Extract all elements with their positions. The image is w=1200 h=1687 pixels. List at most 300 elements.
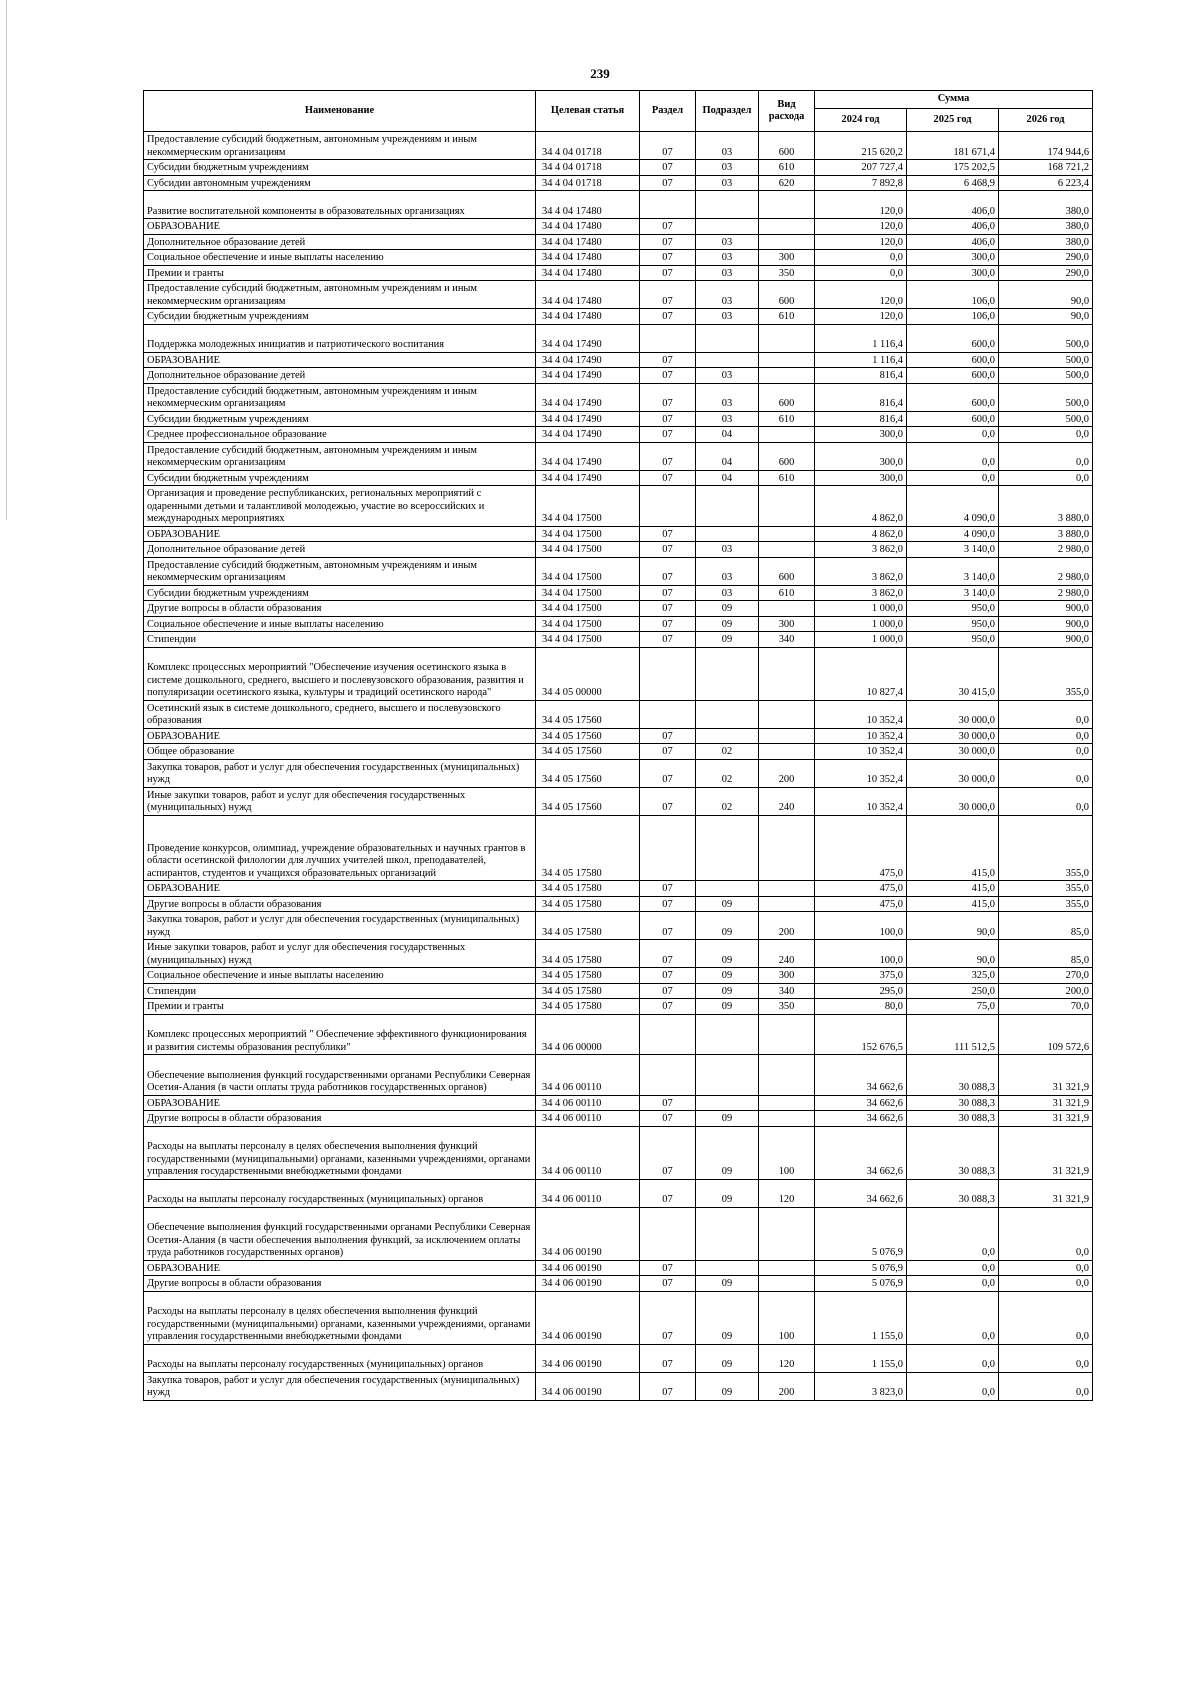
table-header xyxy=(144,91,1093,132)
row-section: 07 xyxy=(640,470,696,486)
row-name: Дополнительное образование детей xyxy=(144,368,536,384)
row-name: ОБРАЗОВАНИЕ xyxy=(144,352,536,368)
header-name: Наименование xyxy=(144,91,536,132)
row-expense-type: 600 xyxy=(759,383,815,411)
row-target-code: 34 4 04 17480 xyxy=(536,191,640,219)
row-name: Развитие воспитательной компоненты в образовательных организациях xyxy=(144,191,536,219)
row-subsection xyxy=(696,486,759,527)
row-section: 07 xyxy=(640,896,696,912)
row-subsection: 09 xyxy=(696,601,759,617)
table-row xyxy=(144,1055,1093,1096)
row-value-2026: 31 321,9 xyxy=(999,1126,1093,1179)
row-expense-type xyxy=(759,542,815,558)
row-subsection: 09 xyxy=(696,999,759,1015)
row-target-code: 34 4 05 17560 xyxy=(536,744,640,760)
table-row xyxy=(144,542,1093,558)
row-subsection: 09 xyxy=(696,1291,759,1344)
row-value-2025: 30 088,3 xyxy=(907,1095,999,1111)
row-value-2026: 109 572,6 xyxy=(999,1014,1093,1055)
row-subsection: 09 xyxy=(696,1276,759,1292)
row-expense-type: 200 xyxy=(759,759,815,787)
row-subsection: 02 xyxy=(696,787,759,815)
table-row xyxy=(144,983,1093,999)
header-target: Целевая статья xyxy=(536,91,640,132)
row-expense-type xyxy=(759,700,815,728)
row-section xyxy=(640,700,696,728)
row-expense-type: 120 xyxy=(759,1344,815,1372)
row-name: Закупка товаров, работ и услуг для обеспечения государственных (муниципальных) нужд xyxy=(144,912,536,940)
row-value-2026: 2 980,0 xyxy=(999,585,1093,601)
row-target-code: 34 4 04 17490 xyxy=(536,427,640,443)
row-name: Поддержка молодежных инициатив и патриотического воспитания xyxy=(144,324,536,352)
row-section xyxy=(640,815,696,881)
row-name: ОБРАЗОВАНИЕ xyxy=(144,1260,536,1276)
row-subsection: 02 xyxy=(696,744,759,760)
row-target-code: 34 4 04 17490 xyxy=(536,442,640,470)
row-value-2024: 1 116,4 xyxy=(815,352,907,368)
row-value-2024: 4 862,0 xyxy=(815,486,907,527)
row-name: Расходы на выплаты персоналу в целях обеспечения выполнения функций государственными (муниципальными) органами, казенными учреждениями, органами управления государственными внебюджетными фондами xyxy=(144,1291,536,1344)
row-value-2026: 0,0 xyxy=(999,759,1093,787)
row-expense-type xyxy=(759,486,815,527)
row-name: Социальное обеспечение и иные выплаты населению xyxy=(144,968,536,984)
row-section: 07 xyxy=(640,940,696,968)
row-value-2025: 950,0 xyxy=(907,632,999,648)
row-name: Премии и гранты xyxy=(144,265,536,281)
row-section: 07 xyxy=(640,411,696,427)
row-expense-type: 120 xyxy=(759,1179,815,1207)
row-target-code: 34 4 04 17500 xyxy=(536,585,640,601)
row-subsection xyxy=(696,728,759,744)
row-section: 07 xyxy=(640,632,696,648)
row-subsection: 09 xyxy=(696,1126,759,1179)
row-name: Стипендии xyxy=(144,983,536,999)
table-row xyxy=(144,411,1093,427)
row-value-2025: 0,0 xyxy=(907,1291,999,1344)
row-target-code: 34 4 06 00190 xyxy=(536,1276,640,1292)
row-expense-type: 340 xyxy=(759,983,815,999)
row-value-2025: 600,0 xyxy=(907,324,999,352)
row-name: Предоставление субсидий бюджетным, автономным учреждениям и иным некоммерческим организациям xyxy=(144,281,536,309)
row-value-2026: 0,0 xyxy=(999,427,1093,443)
row-value-2024: 1 000,0 xyxy=(815,601,907,617)
row-expense-type xyxy=(759,324,815,352)
row-target-code: 34 4 06 00110 xyxy=(536,1179,640,1207)
row-name: Премии и гранты xyxy=(144,999,536,1015)
row-name: Комплекс процессных мероприятий "Обеспечение изучения осетинского языка в системе дошкольного, среднего, высшего и послевузовского образования, развития и популяризации осетинского языка, культуры и традиций осетинского народа" xyxy=(144,647,536,700)
table-row xyxy=(144,1372,1093,1400)
table-row xyxy=(144,526,1093,542)
row-section: 07 xyxy=(640,1126,696,1179)
row-target-code: 34 4 05 17580 xyxy=(536,999,640,1015)
row-subsection: 03 xyxy=(696,281,759,309)
row-target-code: 34 4 05 17580 xyxy=(536,815,640,881)
row-section xyxy=(640,324,696,352)
row-expense-type: 240 xyxy=(759,787,815,815)
row-value-2024: 7 892,8 xyxy=(815,175,907,191)
row-target-code: 34 4 06 00110 xyxy=(536,1111,640,1127)
row-expense-type: 300 xyxy=(759,250,815,266)
row-value-2024: 816,4 xyxy=(815,411,907,427)
row-value-2024: 0,0 xyxy=(815,250,907,266)
row-section: 07 xyxy=(640,983,696,999)
row-value-2024: 152 676,5 xyxy=(815,1014,907,1055)
row-value-2026: 3 880,0 xyxy=(999,486,1093,527)
row-name: Закупка товаров, работ и услуг для обеспечения государственных (муниципальных) нужд xyxy=(144,1372,536,1400)
row-section: 07 xyxy=(640,881,696,897)
row-target-code: 34 4 04 17490 xyxy=(536,383,640,411)
row-name: Субсидии бюджетным учреждениям xyxy=(144,585,536,601)
row-value-2026: 0,0 xyxy=(999,1372,1093,1400)
row-expense-type: 300 xyxy=(759,968,815,984)
table-body xyxy=(144,132,1093,1401)
row-section: 07 xyxy=(640,999,696,1015)
row-value-2026: 500,0 xyxy=(999,411,1093,427)
row-value-2026: 500,0 xyxy=(999,352,1093,368)
row-subsection xyxy=(696,1260,759,1276)
row-name: ОБРАЗОВАНИЕ xyxy=(144,881,536,897)
row-section: 07 xyxy=(640,368,696,384)
row-value-2026: 290,0 xyxy=(999,250,1093,266)
row-value-2025: 0,0 xyxy=(907,442,999,470)
row-value-2026: 70,0 xyxy=(999,999,1093,1015)
row-name: Обеспечение выполнения функций государственными органами Республики Северная Осетия-Алания (в части обеспечения выполнения функций, за исключением оплаты труда работников государственных органов) xyxy=(144,1207,536,1260)
row-expense-type: 200 xyxy=(759,912,815,940)
row-name: Стипендии xyxy=(144,632,536,648)
row-target-code: 34 4 06 00110 xyxy=(536,1055,640,1096)
row-value-2026: 0,0 xyxy=(999,728,1093,744)
header-year-2025: 2025 год xyxy=(907,109,999,132)
row-expense-type xyxy=(759,1207,815,1260)
row-value-2025: 3 140,0 xyxy=(907,557,999,585)
row-value-2025: 600,0 xyxy=(907,383,999,411)
row-value-2025: 0,0 xyxy=(907,1207,999,1260)
row-target-code: 34 4 04 17480 xyxy=(536,219,640,235)
row-section xyxy=(640,1055,696,1096)
row-section: 07 xyxy=(640,744,696,760)
row-value-2025: 600,0 xyxy=(907,368,999,384)
row-expense-type: 620 xyxy=(759,175,815,191)
table-row xyxy=(144,632,1093,648)
row-target-code: 34 4 05 17580 xyxy=(536,881,640,897)
row-expense-type xyxy=(759,601,815,617)
row-value-2025: 90,0 xyxy=(907,912,999,940)
row-subsection: 03 xyxy=(696,368,759,384)
table-row xyxy=(144,999,1093,1015)
row-value-2026: 0,0 xyxy=(999,1260,1093,1276)
row-value-2026: 0,0 xyxy=(999,442,1093,470)
row-section: 07 xyxy=(640,1276,696,1292)
row-value-2025: 75,0 xyxy=(907,999,999,1015)
row-section: 07 xyxy=(640,309,696,325)
row-name: Среднее профессиональное образование xyxy=(144,427,536,443)
table-row xyxy=(144,1276,1093,1292)
row-name: Организация и проведение республиканских, региональных мероприятий с одаренными детьми и талантливой молодежью, участие во всероссийских и международных мероприятиях xyxy=(144,486,536,527)
row-value-2025: 30 088,3 xyxy=(907,1111,999,1127)
row-subsection xyxy=(696,191,759,219)
row-value-2024: 300,0 xyxy=(815,442,907,470)
row-name: ОБРАЗОВАНИЕ xyxy=(144,1095,536,1111)
row-target-code: 34 4 05 17560 xyxy=(536,700,640,728)
row-subsection: 04 xyxy=(696,442,759,470)
row-target-code: 34 4 06 00110 xyxy=(536,1095,640,1111)
row-value-2024: 475,0 xyxy=(815,815,907,881)
row-value-2025: 106,0 xyxy=(907,309,999,325)
row-section: 07 xyxy=(640,352,696,368)
table-row xyxy=(144,427,1093,443)
row-subsection: 03 xyxy=(696,542,759,558)
table-row xyxy=(144,744,1093,760)
row-target-code: 34 4 04 17480 xyxy=(536,250,640,266)
row-value-2025: 30 088,3 xyxy=(907,1126,999,1179)
table-row xyxy=(144,728,1093,744)
row-value-2025: 600,0 xyxy=(907,411,999,427)
row-value-2026: 0,0 xyxy=(999,1276,1093,1292)
row-value-2026: 355,0 xyxy=(999,815,1093,881)
row-target-code: 34 4 04 17500 xyxy=(536,486,640,527)
row-value-2026: 31 321,9 xyxy=(999,1179,1093,1207)
table-row xyxy=(144,616,1093,632)
row-expense-type: 600 xyxy=(759,442,815,470)
table-row xyxy=(144,1260,1093,1276)
row-value-2024: 1 116,4 xyxy=(815,324,907,352)
row-value-2026: 85,0 xyxy=(999,912,1093,940)
row-value-2025: 950,0 xyxy=(907,601,999,617)
row-value-2026: 355,0 xyxy=(999,881,1093,897)
row-value-2026: 168 721,2 xyxy=(999,160,1093,176)
row-value-2025: 415,0 xyxy=(907,881,999,897)
row-value-2024: 3 862,0 xyxy=(815,585,907,601)
row-subsection: 09 xyxy=(696,912,759,940)
row-target-code: 34 4 05 17560 xyxy=(536,787,640,815)
row-section: 07 xyxy=(640,265,696,281)
row-target-code: 34 4 05 17580 xyxy=(536,983,640,999)
row-section: 07 xyxy=(640,219,696,235)
row-value-2026: 31 321,9 xyxy=(999,1055,1093,1096)
row-subsection: 03 xyxy=(696,250,759,266)
row-subsection xyxy=(696,1055,759,1096)
row-target-code: 34 4 04 17500 xyxy=(536,601,640,617)
row-value-2026: 0,0 xyxy=(999,744,1093,760)
row-value-2026: 200,0 xyxy=(999,983,1093,999)
row-value-2026: 380,0 xyxy=(999,234,1093,250)
table-row xyxy=(144,896,1093,912)
row-value-2026: 2 980,0 xyxy=(999,557,1093,585)
row-subsection xyxy=(696,647,759,700)
row-target-code: 34 4 04 17490 xyxy=(536,411,640,427)
row-value-2024: 34 662,6 xyxy=(815,1095,907,1111)
row-value-2026: 90,0 xyxy=(999,281,1093,309)
row-expense-type xyxy=(759,881,815,897)
row-value-2025: 0,0 xyxy=(907,1260,999,1276)
header-year-2026: 2026 год xyxy=(999,109,1093,132)
row-value-2025: 325,0 xyxy=(907,968,999,984)
row-value-2026: 0,0 xyxy=(999,1344,1093,1372)
row-value-2026: 355,0 xyxy=(999,647,1093,700)
row-expense-type: 100 xyxy=(759,1126,815,1179)
row-expense-type: 610 xyxy=(759,411,815,427)
row-value-2024: 300,0 xyxy=(815,427,907,443)
row-expense-type xyxy=(759,744,815,760)
row-expense-type xyxy=(759,368,815,384)
row-expense-type: 300 xyxy=(759,616,815,632)
row-value-2026: 6 223,4 xyxy=(999,175,1093,191)
row-subsection xyxy=(696,324,759,352)
row-target-code: 34 4 04 17500 xyxy=(536,557,640,585)
table-row xyxy=(144,191,1093,219)
row-value-2026: 0,0 xyxy=(999,1291,1093,1344)
row-value-2025: 0,0 xyxy=(907,427,999,443)
row-value-2024: 3 862,0 xyxy=(815,542,907,558)
row-expense-type xyxy=(759,1095,815,1111)
row-subsection xyxy=(696,881,759,897)
row-value-2025: 30 000,0 xyxy=(907,759,999,787)
row-name: Дополнительное образование детей xyxy=(144,542,536,558)
row-value-2026: 500,0 xyxy=(999,324,1093,352)
row-name: Предоставление субсидий бюджетным, автономным учреждениям и иным некоммерческим организациям xyxy=(144,557,536,585)
row-subsection: 04 xyxy=(696,427,759,443)
row-name: ОБРАЗОВАНИЕ xyxy=(144,526,536,542)
row-name: Субсидии бюджетным учреждениям xyxy=(144,470,536,486)
row-name: Иные закупки товаров, работ и услуг для обеспечения государственных (муниципальных) нужд xyxy=(144,940,536,968)
row-value-2024: 10 352,4 xyxy=(815,728,907,744)
row-value-2024: 4 862,0 xyxy=(815,526,907,542)
row-value-2026: 290,0 xyxy=(999,265,1093,281)
row-value-2024: 300,0 xyxy=(815,470,907,486)
row-subsection: 09 xyxy=(696,1372,759,1400)
row-target-code: 34 4 06 00190 xyxy=(536,1291,640,1344)
row-target-code: 34 4 05 17560 xyxy=(536,728,640,744)
table-row xyxy=(144,281,1093,309)
row-value-2024: 10 352,4 xyxy=(815,759,907,787)
table-row xyxy=(144,881,1093,897)
row-value-2024: 34 662,6 xyxy=(815,1126,907,1179)
row-value-2026: 270,0 xyxy=(999,968,1093,984)
table-row xyxy=(144,352,1093,368)
row-value-2025: 415,0 xyxy=(907,896,999,912)
table-row xyxy=(144,1111,1093,1127)
row-value-2025: 175 202,5 xyxy=(907,160,999,176)
row-expense-type xyxy=(759,526,815,542)
row-subsection xyxy=(696,526,759,542)
row-value-2024: 1 155,0 xyxy=(815,1291,907,1344)
row-section: 07 xyxy=(640,160,696,176)
row-section: 07 xyxy=(640,1260,696,1276)
row-expense-type xyxy=(759,1111,815,1127)
row-subsection: 03 xyxy=(696,585,759,601)
row-value-2024: 120,0 xyxy=(815,234,907,250)
row-expense-type xyxy=(759,647,815,700)
table-row xyxy=(144,309,1093,325)
table-row xyxy=(144,250,1093,266)
row-expense-type: 350 xyxy=(759,265,815,281)
row-value-2024: 3 823,0 xyxy=(815,1372,907,1400)
row-section: 07 xyxy=(640,442,696,470)
row-section: 07 xyxy=(640,728,696,744)
row-expense-type xyxy=(759,234,815,250)
row-value-2025: 106,0 xyxy=(907,281,999,309)
row-value-2025: 30 088,3 xyxy=(907,1055,999,1096)
row-value-2025: 300,0 xyxy=(907,250,999,266)
row-value-2024: 10 352,4 xyxy=(815,787,907,815)
table-row xyxy=(144,1179,1093,1207)
header-subsection: Подраздел xyxy=(696,91,759,132)
table-row xyxy=(144,160,1093,176)
table-row xyxy=(144,585,1093,601)
row-value-2024: 207 727,4 xyxy=(815,160,907,176)
row-name: Социальное обеспечение и иные выплаты населению xyxy=(144,616,536,632)
row-name: Расходы на выплаты персоналу в целях обеспечения выполнения функций государственными (муниципальными) органами, казенными учреждениями, органами управления государственными внебюджетными фондами xyxy=(144,1126,536,1179)
row-expense-type: 610 xyxy=(759,309,815,325)
row-subsection xyxy=(696,700,759,728)
row-name: Другие вопросы в области образования xyxy=(144,1276,536,1292)
row-target-code: 34 4 04 17480 xyxy=(536,234,640,250)
budget-table xyxy=(143,90,1093,1401)
row-name: Другие вопросы в области образования xyxy=(144,896,536,912)
row-name: Предоставление субсидий бюджетным, автономным учреждениям и иным некоммерческим организациям xyxy=(144,383,536,411)
row-value-2024: 295,0 xyxy=(815,983,907,999)
row-value-2025: 950,0 xyxy=(907,616,999,632)
row-subsection xyxy=(696,352,759,368)
row-value-2026: 85,0 xyxy=(999,940,1093,968)
row-value-2025: 3 140,0 xyxy=(907,542,999,558)
row-expense-type: 240 xyxy=(759,940,815,968)
row-name: Расходы на выплаты персоналу государственных (муниципальных) органов xyxy=(144,1179,536,1207)
row-subsection: 03 xyxy=(696,557,759,585)
header-section: Раздел xyxy=(640,91,696,132)
row-subsection: 09 xyxy=(696,896,759,912)
row-section xyxy=(640,486,696,527)
row-subsection: 03 xyxy=(696,160,759,176)
row-name: Другие вопросы в области образования xyxy=(144,601,536,617)
row-expense-type: 600 xyxy=(759,132,815,160)
row-subsection: 09 xyxy=(696,1344,759,1372)
row-target-code: 34 4 05 17580 xyxy=(536,912,640,940)
row-name: Осетинский язык в системе дошкольного, среднего, высшего и послевузовского образования xyxy=(144,700,536,728)
row-target-code: 34 4 04 17490 xyxy=(536,324,640,352)
row-target-code: 34 4 04 01718 xyxy=(536,175,640,191)
row-subsection xyxy=(696,1207,759,1260)
row-value-2026: 0,0 xyxy=(999,787,1093,815)
row-target-code: 34 4 06 00190 xyxy=(536,1344,640,1372)
row-expense-type: 610 xyxy=(759,585,815,601)
row-value-2025: 111 512,5 xyxy=(907,1014,999,1055)
row-expense-type xyxy=(759,352,815,368)
row-name: Субсидии автономным учреждениям xyxy=(144,175,536,191)
row-subsection: 09 xyxy=(696,940,759,968)
row-target-code: 34 4 05 17560 xyxy=(536,759,640,787)
table-row xyxy=(144,175,1093,191)
row-value-2026: 174 944,6 xyxy=(999,132,1093,160)
row-value-2026: 90,0 xyxy=(999,309,1093,325)
row-section: 07 xyxy=(640,759,696,787)
row-expense-type: 340 xyxy=(759,632,815,648)
table-row xyxy=(144,470,1093,486)
row-value-2025: 30 000,0 xyxy=(907,787,999,815)
row-section: 07 xyxy=(640,1344,696,1372)
row-expense-type: 600 xyxy=(759,557,815,585)
row-target-code: 34 4 04 17490 xyxy=(536,368,640,384)
row-subsection: 03 xyxy=(696,309,759,325)
row-value-2026: 380,0 xyxy=(999,219,1093,235)
row-subsection: 03 xyxy=(696,175,759,191)
row-section: 07 xyxy=(640,912,696,940)
row-value-2025: 406,0 xyxy=(907,234,999,250)
row-value-2025: 30 000,0 xyxy=(907,728,999,744)
row-name: ОБРАЗОВАНИЕ xyxy=(144,219,536,235)
row-value-2026: 31 321,9 xyxy=(999,1095,1093,1111)
row-section: 07 xyxy=(640,542,696,558)
